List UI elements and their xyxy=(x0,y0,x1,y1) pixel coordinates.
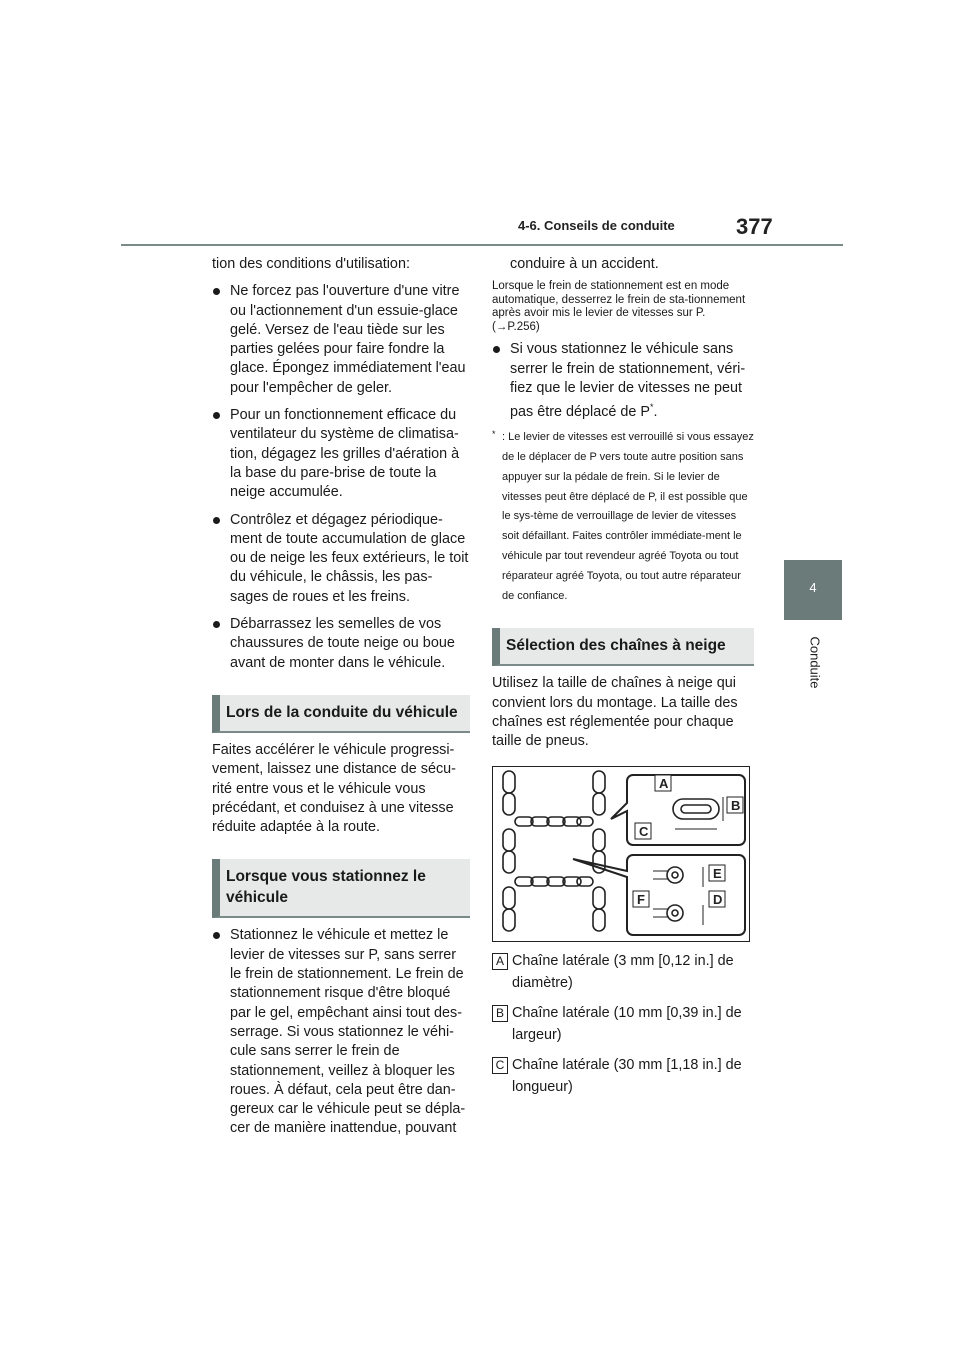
footnote-text: : Le levier de vitesses est verrouillé si vous essayez de le déplacer de P vers toute autre position sans appuyer sur la pédale de frein. Si le levier de vitesses peut être déplacé de P, il est possible que le sys-tème de verrouillage de levier de vitesses soit défaillant. Faites contrôler immédiate-ment le véhicule par tout revendeur agréé Toyota ou tout réparateur agréé Toyota, ou tout autre réparateur de confiance. xyxy=(502,431,754,602)
legend-item-a xyxy=(492,950,754,994)
bullet-icon xyxy=(213,621,220,628)
left-column xyxy=(212,255,470,1139)
chapter-number: 4 xyxy=(809,580,817,595)
bullet-icon xyxy=(213,288,220,295)
legend-text: Chaîne latérale (10 mm [0,39 in.] de largeur) xyxy=(512,1004,742,1043)
chain-illustration xyxy=(493,767,749,941)
label-c: C xyxy=(639,823,649,839)
list-item xyxy=(212,282,470,398)
continuation-text: conduire à un accident. xyxy=(510,256,659,272)
snow-chain-diagram xyxy=(492,766,750,942)
section-header: 4-6. Conseils de conduite xyxy=(518,218,675,233)
list-item xyxy=(212,406,470,502)
footnote-marker: * xyxy=(650,402,654,413)
label-b: B xyxy=(731,797,741,813)
chains-text: Utilisez la taille de chaînes à neige qui convient lors du montage. La taille des chaînes est réglementée pour chaque taille de pneus. xyxy=(492,675,738,750)
bullet-end: . xyxy=(653,403,658,420)
driving-text: Faites accélérer le véhicule progressi-vement, laissez une distance de sécu-rité entre vous et le véhicule vous précédant, et conduisez à une vitesse réduite adaptée à la route. xyxy=(212,741,456,836)
bullet-text: Ne forcez pas l'ouverture d'une vitre ou l'actionnement d'un essuie-glace gelé. Versez de l'eau tiède sur les parties gelées pour faire fondre la glace. Épongez immédiatement l'eau pour l'empêcher de geler. xyxy=(230,283,466,396)
list-item xyxy=(492,340,754,422)
list-item xyxy=(212,511,470,607)
list-item xyxy=(212,615,470,673)
legend-text: Chaîne latérale (3 mm [0,12 in.] de diamètre) xyxy=(512,952,734,991)
section-heading-parking: Lorsque vous stationnez le véhicule xyxy=(212,859,470,918)
bullet-text: Débarrassez les semelles de vos chaussures de toute neige ou boue avant de monter dans le véhicule. xyxy=(230,616,455,671)
label-e: E xyxy=(713,865,722,881)
intro-text: tion des conditions d'utilisation: xyxy=(212,256,410,272)
bullet-text: Stationnez le véhicule et mettez le levier de vitesses sur P, sans serrer le frein de stationnement. Le frein de stationnement risque d'être bloqué par le gel, empêchant ainsi tout des-serrage. Si vous stationnez le véhi-cule sans serrer le frein de stationnement, veillez à bloquer les roues. À défaut, cela peut être dan-gereux car le véhicule peut se dépla-cer de manière inattendue, pouvant xyxy=(230,927,466,1137)
label-d: D xyxy=(713,891,723,907)
legend-item-b xyxy=(492,1002,754,1046)
chapter-label: Conduite xyxy=(807,636,823,689)
footnote xyxy=(492,428,754,606)
legend-key: C xyxy=(492,1057,508,1074)
label-a: A xyxy=(659,775,669,791)
page-number: 377 xyxy=(736,214,773,239)
parking-brake-note: Lorsque le frein de stationnement est en mode automatique, desserrez le frein de sta-tionnement après avoir mis le levier de vitesses sur P. (→P.256) xyxy=(492,280,746,333)
legend-key: B xyxy=(492,1005,508,1022)
bullet-text: Contrôlez et dégagez périodique-ment de toute accumulation de glace ou de neige les feux extérieurs, le toit du véhicule, le châssis, les pas-sages de roues et les freins. xyxy=(230,511,469,605)
list-item xyxy=(212,926,470,1138)
bullet-icon xyxy=(213,517,220,524)
bullet-text: Si vous stationnez le véhicule sans serrer le frein de stationnement, véri-fiez que le levier de vitesses ne peut pas être déplacé de P xyxy=(510,341,746,420)
right-column xyxy=(492,255,754,1098)
bullet-icon xyxy=(213,932,220,939)
legend-text: Chaîne latérale (30 mm [1,18 in.] de longueur) xyxy=(512,1056,742,1095)
legend-item-c xyxy=(492,1054,754,1098)
bullet-text: Pour un fonctionnement efficace du ventilateur du système de climatisa-tion, dégagez les grilles d'aération à la base du pare-brise de toute la neige accumulée. xyxy=(230,407,460,501)
label-f: F xyxy=(637,891,645,907)
header-divider xyxy=(121,244,843,246)
section-heading-chains: Sélection des chaînes à neige xyxy=(492,628,754,666)
section-heading-driving: Lors de la conduite du véhicule xyxy=(212,695,470,733)
bullet-icon xyxy=(493,346,500,353)
footnote-star: * xyxy=(492,429,496,440)
legend-key: A xyxy=(492,953,508,970)
bullet-icon xyxy=(213,412,220,419)
